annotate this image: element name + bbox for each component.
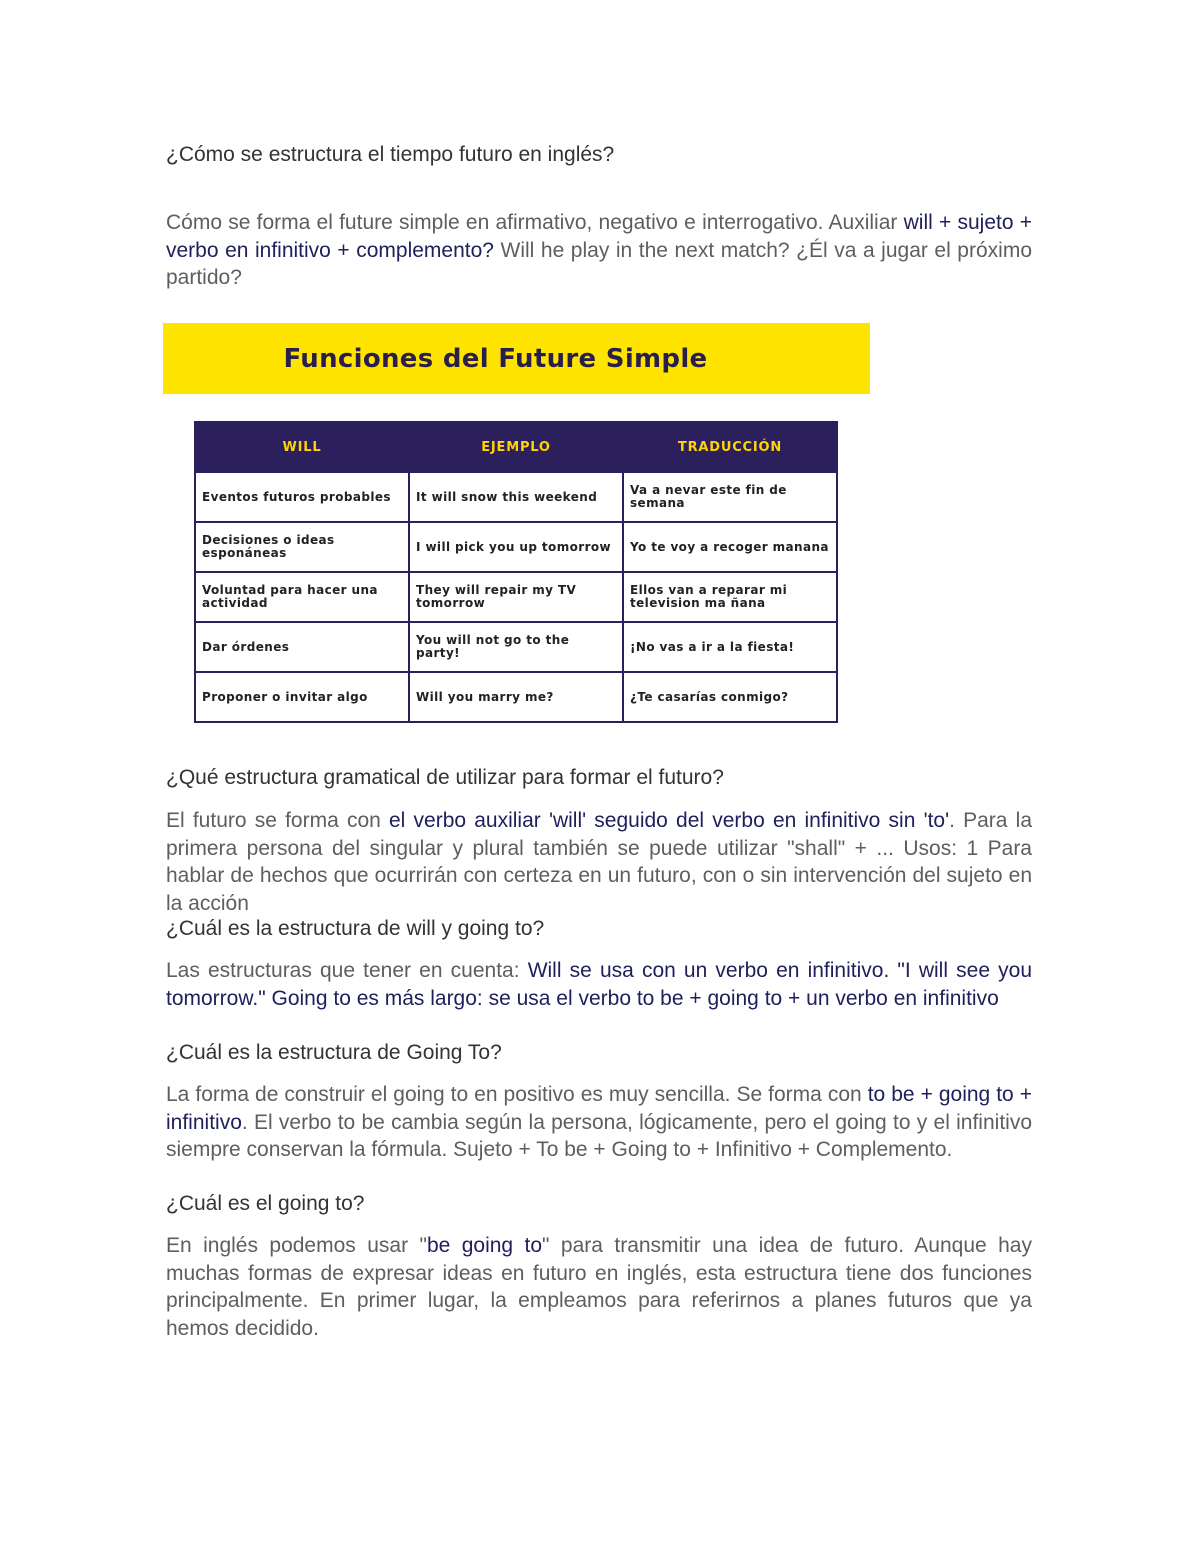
table-row bbox=[195, 522, 837, 572]
column-header-ejemplo: EJEMPLO bbox=[409, 422, 623, 472]
table-cell: Will you marry me? bbox=[409, 672, 623, 722]
text-segment-highlight: be going to bbox=[426, 1234, 543, 1257]
text-segment: Will he play in the next match? ¿Él va a jugar el próximo partido? bbox=[166, 238, 1032, 289]
table-cell: Voluntad para hacer una actividad bbox=[195, 572, 409, 622]
table-row bbox=[195, 672, 837, 722]
table-cell: Dar órdenes bbox=[195, 622, 409, 672]
text-segment: La forma de construir el going to en positivo es muy sencilla. Se forma con bbox=[166, 1083, 868, 1106]
table-cell: They will repair my TV tomorrow bbox=[409, 572, 623, 622]
column-header-traduccion: TRADUCCIÓN bbox=[623, 422, 837, 472]
table-row bbox=[195, 622, 837, 672]
table-cell: ¡No vas a ir a la fiesta! bbox=[623, 622, 837, 672]
paragraph-future-formation bbox=[166, 807, 1032, 917]
text-segment-highlight: el verbo auxiliar 'will' seguido del verbo en infinitivo sin 'to' bbox=[389, 809, 950, 832]
paragraph-going-to-structure bbox=[166, 1081, 1032, 1164]
future-simple-banner bbox=[163, 323, 870, 394]
text-segment: . El verbo to be cambia según la persona, lógicamente, pero el going to y el infinitivo siempre conservan la fórmula. Sujeto + To be + Going to + Infinitivo + Complemento. bbox=[166, 1110, 1032, 1161]
heading-grammar-structure: ¿Qué estructura gramatical de utilizar para formar el futuro? bbox=[166, 766, 724, 789]
table-cell: You will not go to the party! bbox=[409, 622, 623, 672]
table-cell: Yo te voy a recoger manana bbox=[623, 522, 837, 572]
table-header-row bbox=[195, 422, 837, 472]
heading-will-going-to: ¿Cuál es la estructura de will y going to? bbox=[166, 917, 545, 940]
banner-title: Funciones del Future Simple bbox=[283, 343, 708, 374]
column-header-will: WILL bbox=[195, 422, 409, 472]
text-segment: . Para la primera persona del singular y plural también se puede utilizar "shall" + ... Usos: 1 Para hablar de hechos que ocurrirán con certeza en un futuro, con o sin intervención del sujeto en la acción bbox=[166, 809, 1033, 915]
table-cell: It will snow this weekend bbox=[409, 472, 623, 522]
table-cell: Proponer o invitar algo bbox=[195, 672, 409, 722]
table-row bbox=[195, 472, 837, 522]
text-segment: Cómo se forma el future simple en afirmativo, negativo e interrogativo. Auxiliar bbox=[166, 211, 904, 234]
paragraph-going-to bbox=[166, 1232, 1032, 1342]
text-segment-highlight: Will se usa con un verbo en infinitivo. "I will see you tomorrow." Going to es más largo: se usa el verbo to be + going to + un verbo en infinitivo bbox=[166, 959, 1032, 1010]
text-segment-highlight: will + sujeto + verbo en infinitivo + complemento? bbox=[166, 211, 1032, 262]
text-segment: " para transmitir una idea de futuro. Aunque hay muchas formas de expresar ideas en futuro en inglés, esta estructura tiene dos funciones principalmente. En primer lugar, la empleamos para referirnos a planes futuros que ya hemos decidido. bbox=[166, 1234, 1032, 1340]
heading-going-to-structure: ¿Cuál es la estructura de Going To? bbox=[166, 1041, 502, 1064]
table-cell: ¿Te casarías conmigo? bbox=[623, 672, 837, 722]
paragraph-will-going-to bbox=[166, 957, 1032, 1012]
text-segment-highlight: to be + going to + infinitivo bbox=[166, 1083, 1033, 1134]
text-segment: Las estructuras que tener en cuenta: bbox=[166, 959, 528, 982]
table-cell: Ellos van a reparar mi television ma ñana bbox=[623, 572, 837, 622]
text-segment: En inglés podemos usar " bbox=[166, 1234, 427, 1257]
table-cell: Eventos futuros probables bbox=[195, 472, 409, 522]
future-simple-table bbox=[194, 421, 838, 723]
heading-going-to: ¿Cuál es el going to? bbox=[166, 1192, 365, 1215]
table-cell: Va a nevar este fin de semana bbox=[623, 472, 837, 522]
table-row bbox=[195, 572, 837, 622]
table-cell: Decisiones o ideas esponáneas bbox=[195, 522, 409, 572]
paragraph-future-simple bbox=[166, 209, 1032, 292]
heading-future-structure: ¿Cómo se estructura el tiempo futuro en inglés? bbox=[166, 143, 615, 166]
text-segment: El futuro se forma con bbox=[166, 809, 389, 832]
table-cell: I will pick you up tomorrow bbox=[409, 522, 623, 572]
